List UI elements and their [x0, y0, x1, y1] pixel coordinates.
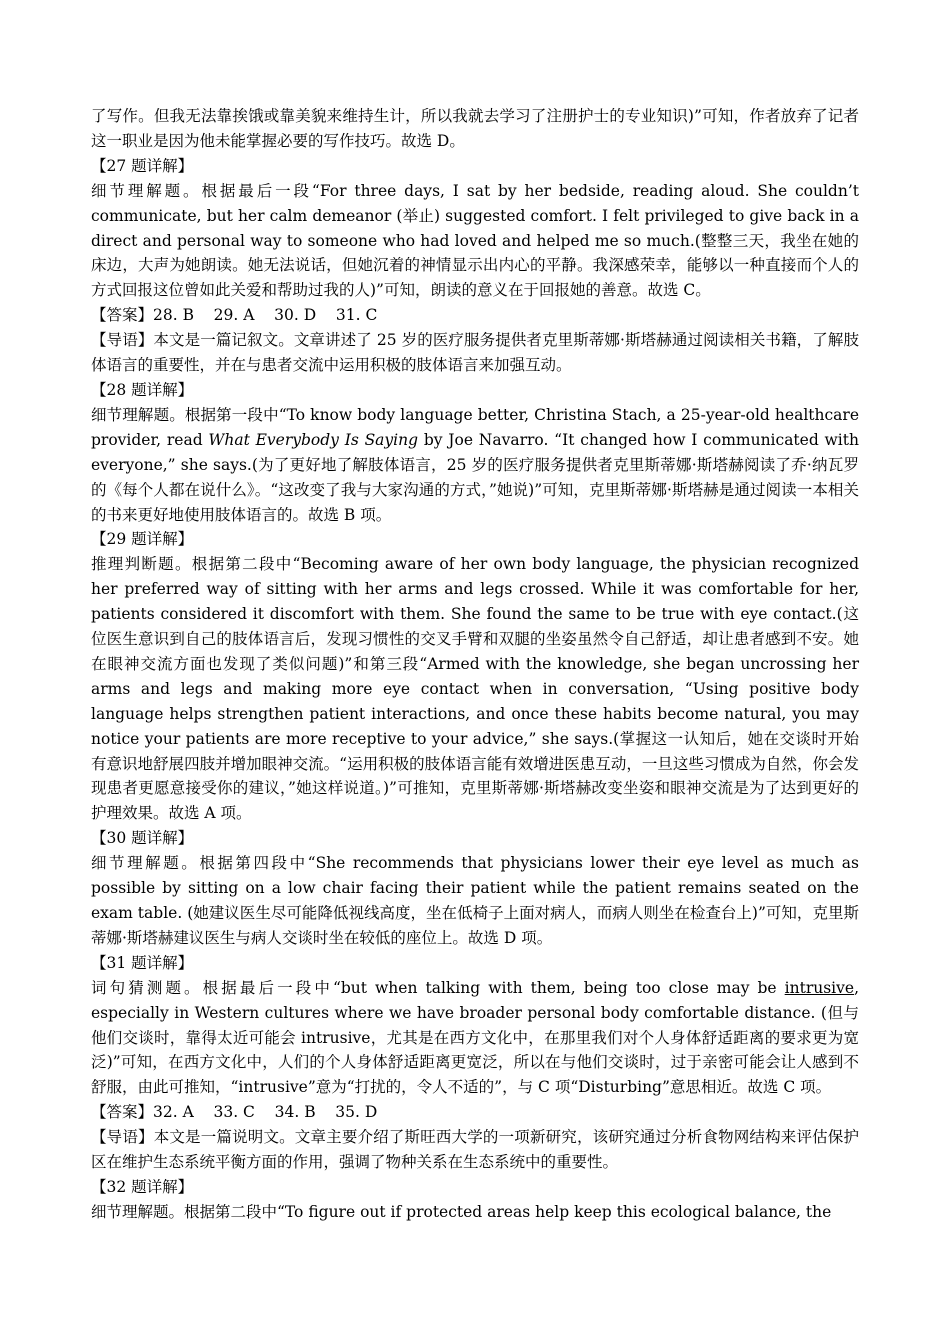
passage-intro-28-31: 【导语】本文是一篇记叙文。文章讲述了 25 岁的医疗服务提供者克里斯蒂娜·斯塔赫通过阅读相关书籍，了解肢体语言的重要性，并在与患者交流中运用积极的肢体语言来加强互动。: [91, 331, 859, 375]
q32-heading: 【32 题详解】: [91, 1177, 194, 1196]
q30-explanation: 细节理解题。根据第四段中“She recommends that physicians lower their eye level as much as possible by sitting on a low chair facing their patient while the patient remains seated on the exam table. (她建议医生尽可能降低视线高度，坐在低椅子上面对病人，而病人则坐在检查台上)”可知，克里斯蒂娜·斯塔赫建议医生与病人交谈时坐在较低的座位上。故选 D 项。: [91, 854, 859, 947]
q28-text-part1: 细节理解题。根据第一段中“To know body language better, Christina Stach, a 25-year-old healthcare provider, read: [91, 405, 859, 449]
q28-heading: 【28 题详解】: [91, 380, 194, 399]
q31-text-part1: 词句猜测题。根据最后一段中“but when talking with them, being too close may be: [91, 978, 785, 997]
answer-key-32-35: 【答案】32. A 33. C 34. B 35. D: [91, 1103, 378, 1122]
book-title: What Everybody Is Saying: [208, 430, 419, 449]
passage-intro-32-35: 【导语】本文是一篇说明文。文章主要介绍了斯旺西大学的一项新研究，该研究通过分析食物网结构来评估保护区在维护生态系统平衡方面的作用，强调了物种关系在生态系统中的重要性。: [91, 1128, 859, 1172]
q32-explanation: 细节理解题。根据第二段中“To figure out if protected areas help keep this ecological balance, the: [91, 1202, 832, 1221]
q27-heading: 【27 题详解】: [91, 156, 194, 175]
q31-explanation: [91, 976, 859, 1101]
q29-heading: 【29 题详解】: [91, 530, 194, 549]
q28-text-part2: by Joe Navarro. “It changed how I communicated with everyone,” she says.(为了更好地了解肢体语言，25 岁的医疗服务提供者克里斯蒂娜·斯塔赫阅读了乔·纳瓦罗的《每个人都在说什么》。“这改变了我与大家沟通的方式，”她说)”可知，克里斯蒂娜·斯塔赫是通过阅读一本相关的书来更好地使用肢体语言的。故选 B 项。: [91, 430, 860, 524]
answer-key-28-31: 【答案】28. B 29. A 30. D 31. C: [91, 306, 378, 325]
q27-explanation: 细节理解题。根据最后一段“For three days, I sat by her bedside, reading aloud. She couldn’t communicate, but her calm demeanor (举止) suggested comfort. I felt privileged to give back in a direct and personal way to someone who had loved and helped me so much.(整整三天，我坐在她的床边，大声为她朗读。她无法说话，但她沉着的神情显示出内心的平静。我深感荣幸，能够以一种直接而个人的方式回报这位曾如此关爱和帮助过我的人)”可知，朗读的意义在于回报她的善意。故选 C。: [91, 181, 859, 300]
q30-heading: 【30 题详解】: [91, 829, 194, 848]
q31-heading: 【31 题详解】: [91, 953, 194, 972]
q29-explanation: 推理判断题。根据第二段中“Becoming aware of her own body language, the physician recognized her preferred way of sitting with her arms and legs crossed. While it was comfortable for her, patients considered it discomfort with them. She found the same to be true with eye contact.(这位医生意识到自己的肢体语言后，发现习惯性的交叉手臂和双腿的坐姿虽然令自己舒适，却让患者感到不安。她在眼神交流方面也发现了类似问题)”和第三段“Armed with the knowledge, she began uncrossing her arms and legs and making more eye contact when in conversation, “Using positive body language helps strengthen patient interactions, and once these habits become natural, you may notice your patients are more receptive to your advice,” she says.(掌握这一认知后，她在交谈时开始有意识地舒展四肢并增加眼神交流。“运用积极的肢体语言能有效增进医患互动，一旦这些习惯成为自然，你会发现患者更愿意接受你的建议，”她这样说道。)”可推知，克里斯蒂娜·斯塔赫改变坐姿和眼神交流是为了达到更好的护理效果。故选 A 项。: [91, 555, 859, 823]
q28-explanation: [91, 403, 859, 528]
q31-text-part2: , especially in Western cultures where we have broader personal body comfortable distance. (但与他们交谈时，靠得太近可能会 intrusive，尤其是在西方文化中，在那里我们对个人身体舒适距离的要求更为宽泛)”可知，在西方文化中，人们的个人身体舒适距离更宽泛，所以在与他们交谈时，过于亲密可能会让人感到不舒服，由此可推知，“intrusive”意为“打扰的，令人不适的”，与 C 项“Disturbing”意思相近。故选 C 项。: [91, 978, 859, 1097]
answer-explanation-text: [91, 104, 859, 1225]
q26-explanation-continued: 了写作。但我无法靠挨饿或靠美貌来维持生计，所以我就去学习了注册护士的专业知识)”可知，作者放弃了记者这一职业是因为他未能掌握必要的写作技巧。故选 D。: [91, 107, 859, 150]
underlined-word: intrusive: [784, 978, 855, 997]
